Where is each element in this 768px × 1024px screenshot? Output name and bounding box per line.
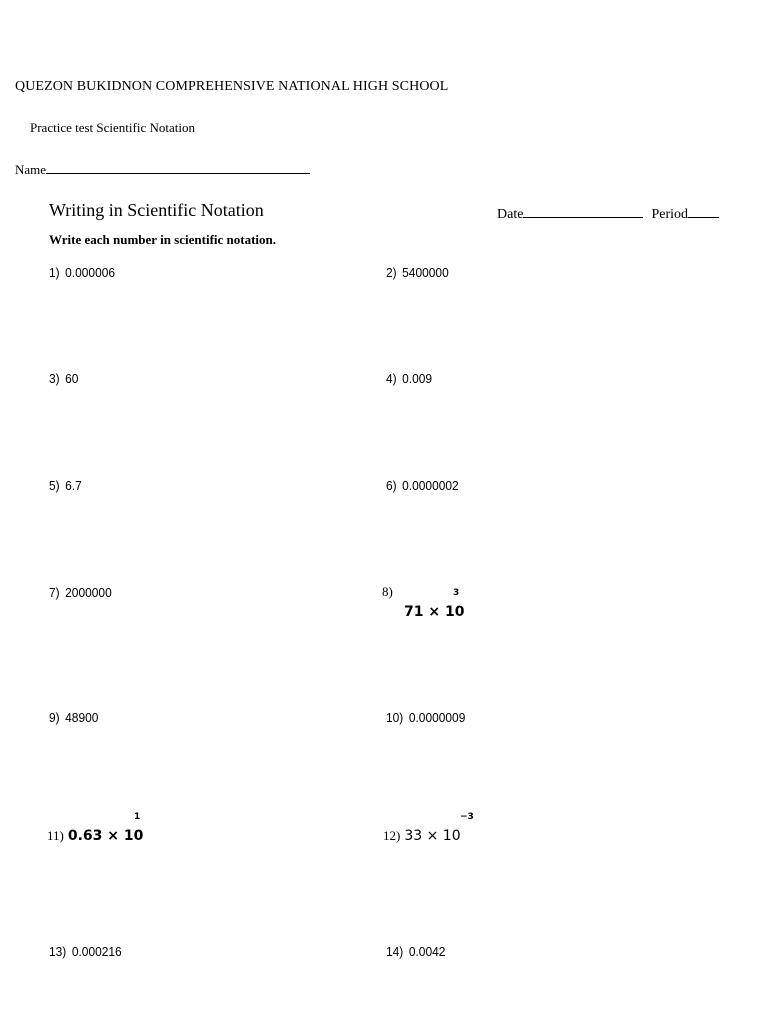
problem-11-number: 11)	[47, 828, 64, 843]
school-name: QUEZON BUKIDNON COMPREHENSIVE NATIONAL HIGH SCHOOL	[15, 79, 449, 94]
problem-6: 6) 0.0000002	[386, 478, 459, 493]
period-label: Period	[651, 207, 688, 222]
name-blank[interactable]	[46, 159, 310, 174]
test-subtitle: Practice test Scientific Notation	[30, 120, 195, 135]
problem-8-value: 71 × 10	[404, 604, 465, 620]
name-field[interactable]	[15, 159, 310, 178]
problem-1: 1) 0.000006	[49, 265, 116, 280]
problem-11-exponent: 1	[134, 812, 141, 822]
problem-9: 9) 48900	[49, 710, 99, 725]
problem-3: 3) 60	[49, 371, 79, 386]
instructions: Write each number in scientific notation.	[49, 232, 277, 247]
problem-12	[383, 827, 461, 845]
problem-8-exponent: 3	[453, 588, 460, 598]
problem-2: 2) 5400000	[386, 265, 449, 280]
period-blank[interactable]	[688, 204, 719, 218]
problem-5: 5) 6.7	[49, 478, 82, 493]
problem-12-exponent: −3	[460, 812, 474, 822]
problem-10: 10) 0.0000009	[386, 710, 466, 725]
date-blank[interactable]	[523, 204, 643, 218]
problem-11-value: 0.63 × 10	[67, 828, 144, 844]
problem-13: 13) 0.000216	[49, 944, 122, 959]
problem-7: 7) 2000000	[49, 585, 112, 600]
worksheet-title: Writing in Scientific Notation	[49, 200, 264, 220]
problem-12-number: 12)	[383, 828, 401, 843]
date-label: Date	[497, 207, 524, 222]
problem-4: 4) 0.009	[386, 371, 433, 386]
problem-14: 14) 0.0042	[386, 944, 446, 959]
problem-8-number: 8)	[382, 584, 393, 599]
problem-11	[47, 827, 143, 845]
name-label: Name	[15, 162, 47, 177]
problem-12-value: 33 × 10	[404, 828, 461, 844]
date-period-fields	[497, 204, 719, 223]
